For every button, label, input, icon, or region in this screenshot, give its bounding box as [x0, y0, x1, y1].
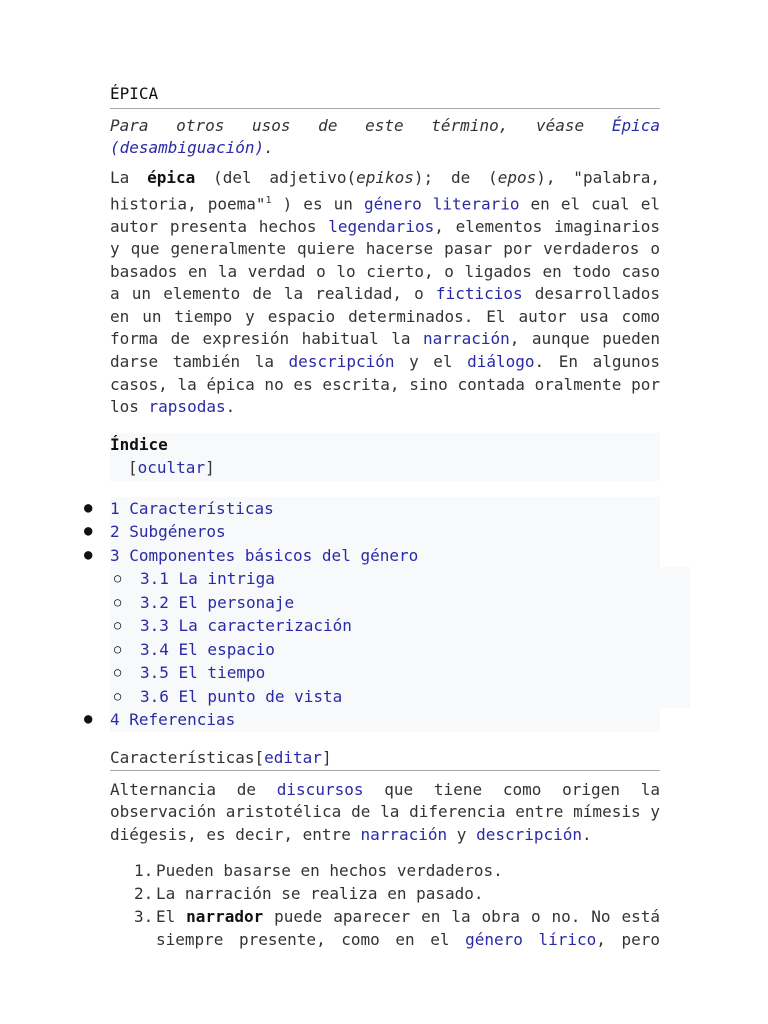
hatnote-period: . — [264, 138, 274, 157]
toc-item[interactable] — [84, 708, 660, 732]
toc-subitem[interactable] — [110, 614, 690, 638]
reference-superscript[interactable]: 1 — [265, 194, 272, 206]
toc-link[interactable]: 4 Referencias — [110, 710, 236, 730]
toc-subitem[interactable] — [110, 567, 690, 591]
intro-text: en el cual el autor presenta hechos — [110, 193, 661, 236]
intro-text: . — [225, 397, 236, 417]
circle-bullet-icon: ○ — [114, 688, 122, 703]
list-text: puede aparecer en la obra o no. No está siempre presente, como en el — [156, 906, 660, 949]
intro-text: La — [110, 168, 148, 187]
intro-text: (del adjetivo( — [195, 168, 357, 187]
toc-toggle — [110, 457, 660, 479]
toc-toggle-bracket: [ — [128, 457, 138, 477]
edit-bracket: [ — [254, 747, 265, 767]
link-descripcion[interactable]: descripción — [288, 352, 395, 372]
toc-link[interactable]: 2 Subgéneros — [110, 522, 226, 542]
bullet-icon: ● — [84, 546, 93, 563]
circle-bullet-icon: ○ — [114, 665, 122, 680]
intro-text: y el — [394, 352, 468, 372]
link-narracion[interactable]: narración — [423, 329, 510, 349]
link-descripcion[interactable]: descripción — [476, 825, 583, 845]
hatnote — [110, 115, 660, 159]
section-text: Alternancia de — [110, 779, 277, 799]
bullet-icon: ● — [84, 711, 93, 728]
toc-link[interactable]: 1 Características — [110, 498, 274, 518]
intro-text: ), "palabra, historia, poema" — [110, 168, 661, 213]
list-text: El — [156, 906, 187, 926]
list-bold-term: narrador — [186, 906, 264, 926]
intro-italic-term: epos — [497, 168, 537, 187]
list-number: 3. — [134, 906, 154, 926]
circle-bullet-icon: ○ — [114, 594, 122, 609]
toc-link[interactable]: 3.1 La intriga — [140, 569, 275, 589]
bullet-icon: ● — [84, 523, 93, 540]
link-discursos[interactable]: discursos — [276, 779, 364, 799]
toc-toggle-bracket: ] — [205, 457, 215, 477]
intro-text: ); de ( — [413, 168, 498, 187]
intro-text: , elementos imaginarios y que generalmente quiere hacerse pasar por verdaderos o basados en la verdad o lo cierto, o ligados en todo caso a un elemento de la realidad, o — [110, 216, 660, 304]
link-ficticios[interactable]: ficticios — [435, 284, 523, 304]
link-dialogo[interactable]: diálogo — [467, 352, 535, 372]
toc-link[interactable]: 3.6 El punto de vista — [140, 686, 343, 706]
toc-subitem[interactable] — [110, 661, 690, 685]
toc-subitem[interactable] — [110, 685, 690, 709]
circle-bullet-icon: ○ — [114, 571, 122, 586]
intro-paragraph — [110, 167, 660, 419]
toc-item[interactable] — [84, 544, 660, 568]
toc-list — [84, 497, 660, 732]
section-heading — [110, 746, 660, 771]
list-text: La narración se realiza en pasado. — [156, 883, 484, 903]
link-genero-lirico[interactable]: género lírico — [465, 929, 597, 949]
hatnote-text: Para otros usos de este término, véase — [110, 116, 612, 135]
hatnote-link-disambiguation[interactable]: (desambiguación) — [110, 138, 265, 157]
section-text: que tiene como origen la observación aristotélica de la diferencia entre mímesis y diégesis, es decir, entre — [110, 779, 660, 845]
toc-item[interactable] — [84, 520, 660, 544]
list-number: 1. — [134, 860, 154, 880]
toc-link[interactable]: 3.2 El personaje — [140, 592, 295, 612]
intro-text: , aunque pueden darse también la — [110, 329, 660, 372]
toc-item[interactable] — [84, 497, 660, 521]
link-narracion[interactable]: narración — [360, 825, 448, 845]
circle-bullet-icon: ○ — [114, 641, 122, 656]
intro-text: desarrollados en un tiempo y espacio determinados. El autor usa como forma de expresión habitual la — [110, 284, 661, 349]
toc-link[interactable]: 3.4 El espacio — [140, 639, 275, 659]
toc-link[interactable]: 3 Componentes básicos del género — [110, 545, 419, 565]
bullet-icon: ● — [84, 499, 93, 516]
circle-bullet-icon: ○ — [114, 618, 122, 633]
toc-box — [110, 433, 660, 481]
intro-text: ) es un — [271, 193, 364, 213]
toc-title: Índice — [110, 434, 168, 454]
section-paragraph — [110, 779, 660, 847]
list-item — [110, 882, 660, 905]
toc-subitem[interactable] — [110, 591, 690, 615]
section-text: . — [582, 825, 592, 845]
toc-subitem[interactable] — [110, 638, 690, 662]
link-legendarios[interactable]: legendarios — [328, 216, 435, 236]
hatnote-link[interactable]: Épica — [611, 116, 660, 135]
list-item — [110, 905, 660, 951]
list-text: Pueden basarse en hechos verdaderos. — [156, 860, 503, 880]
intro-bold-term: épica — [147, 168, 196, 187]
list-item — [110, 859, 660, 882]
edit-bracket: ] — [321, 747, 332, 767]
toc-hide-link[interactable]: ocultar — [137, 457, 206, 477]
section-title: Características — [110, 747, 255, 767]
list-text: , pero — [596, 929, 660, 949]
list-number: 2. — [134, 883, 154, 903]
article — [84, 84, 661, 951]
page-title: ÉPICA — [110, 84, 660, 109]
toc-link[interactable]: 3.3 La caracterización — [140, 616, 352, 636]
intro-text: . En algunos casos, la épica no es escrita, sino contada oralmente por los — [110, 352, 660, 417]
toc-link[interactable]: 3.5 El tiempo — [140, 663, 266, 683]
section-text: y — [447, 825, 477, 845]
link-genero-literario[interactable]: género literario — [363, 193, 520, 213]
intro-italic-term: epikos — [356, 168, 414, 187]
link-rapsodas[interactable]: rapsodas — [148, 397, 226, 417]
ordered-list — [110, 859, 660, 951]
edit-section-link[interactable]: editar — [264, 747, 322, 767]
